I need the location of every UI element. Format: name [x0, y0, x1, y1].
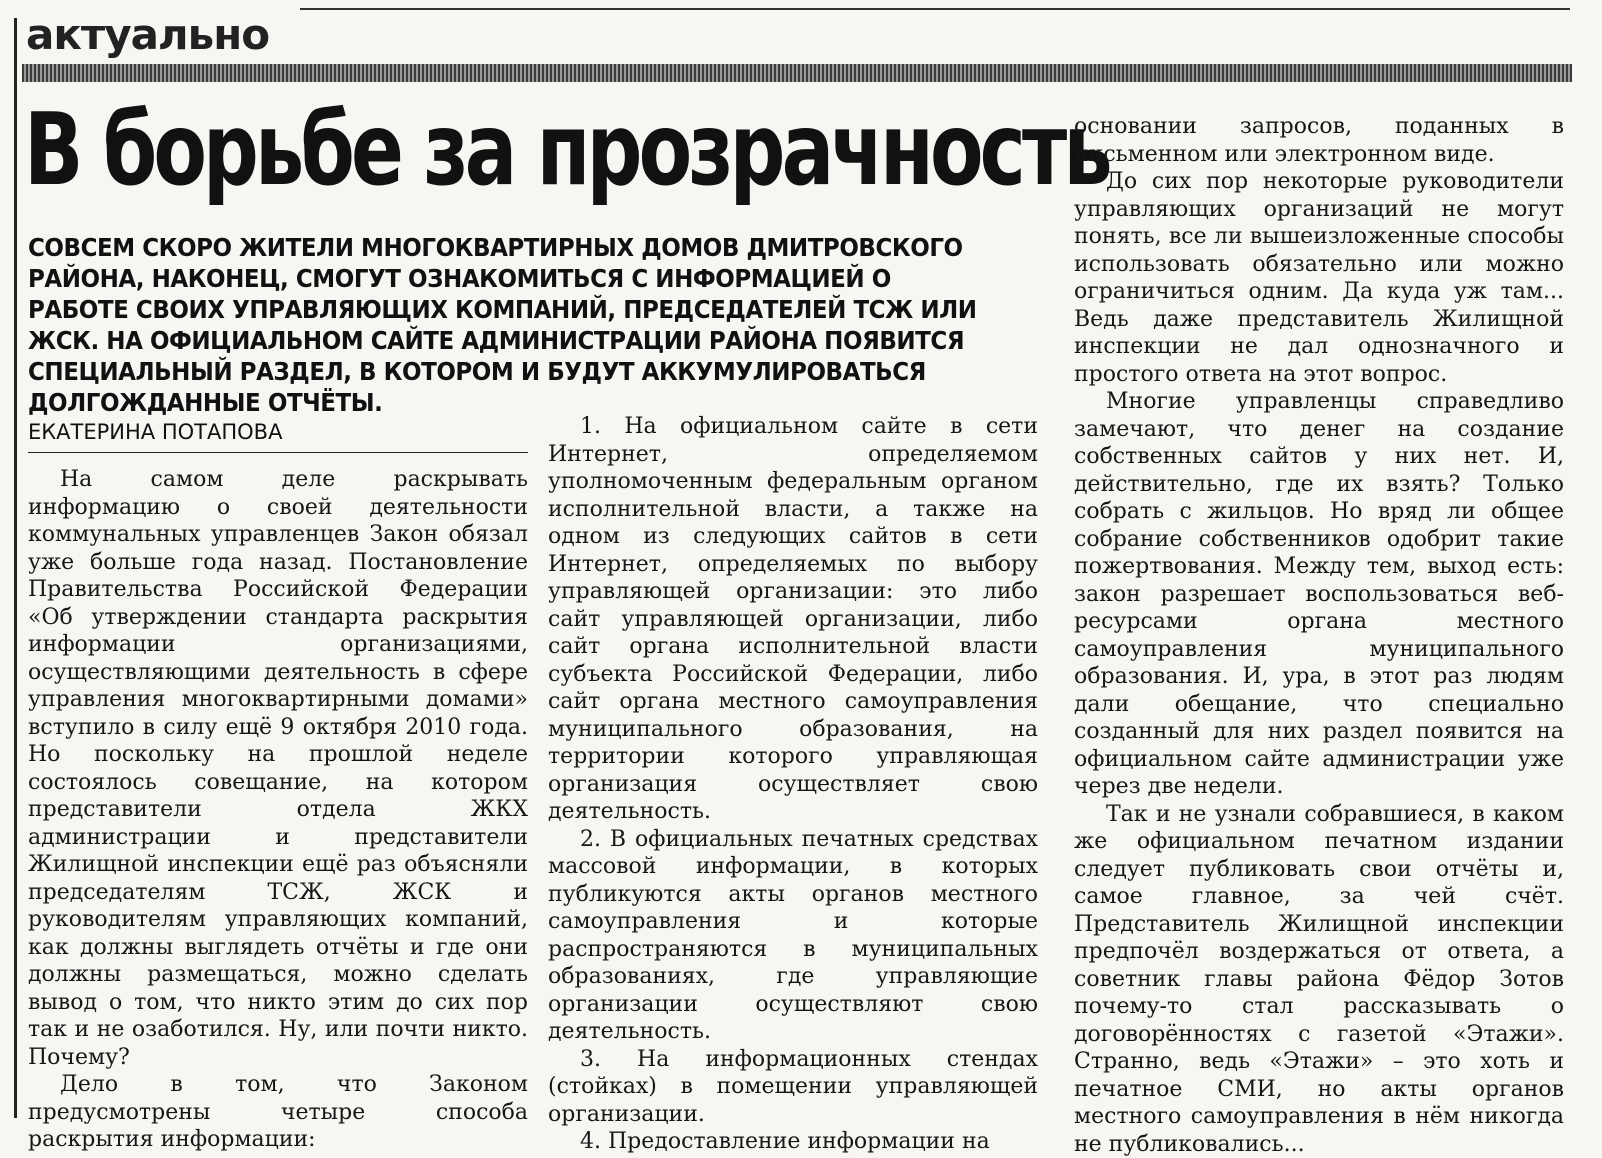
paragraph: 3. На информационных стендах (стойках) в помещении управляющей организации.	[548, 1046, 1038, 1129]
article-column-2	[548, 413, 1038, 1156]
paragraph: Дело в том, что Законом предусмотрены четыре способа раскрытия информации:	[28, 1071, 528, 1154]
paragraph: 4. Предоставление информации на	[548, 1128, 1038, 1156]
paragraph: основании запросов, поданных в письменном или электронном виде.	[1074, 113, 1564, 168]
paragraph: Так и не узнали собравшиеся, в каком же официальном печатном издании следует публиковать свои отчёты и, самое главное, за чей счёт. Представитель Жилищной инспекции предпочёл воздержаться от ответа, а советник главы района Фёдор Зотов почему-то стал рассказывать о договорённостях с газетой «Этажи». Странно, ведь «Этажи» – это хоть и печатное СМИ, но акты органов местного самоуправления в нём никогда не публиковались...	[1074, 801, 1564, 1158]
paragraph: До сих пор некоторые руководители управляющих организаций не могут понять, все ли вышеизложенные способы использовать обязательно или можно ограничиться одним. Да куда уж там... Ведь даже представитель Жилищной инспекции не дал однозначного и простого ответа на этот вопрос.	[1074, 168, 1564, 388]
left-column-rule	[14, 18, 17, 1118]
headline: В борьбе за прозрачность	[24, 100, 851, 200]
paragraph: 2. В официальных печатных средствах массовой информации, в которых публикуются акты органов местного самоуправления и которые распространяются в муниципальных образованиях, где управляющие организации осуществляют свою деятельность.	[548, 826, 1038, 1046]
article-column-3	[1074, 113, 1564, 1158]
article-column-1	[28, 466, 528, 1154]
paragraph: Многие управленцы справедливо замечают, что денег на создание собственных сайтов у них нет. И, действительно, где их взять? Только собрать с жильцов. Но вряд ли общее собрание собственников одобрит такие пожертвования. Между тем, выход есть: закон разрешает воспользоваться веб-ресурсами органа местного самоуправления муниципального образования. И, ура, в этот раз людям дали обещание, что специально созданный для них раздел появится на официальном сайте администрации уже через две недели.	[1074, 388, 1564, 801]
top-rule	[300, 8, 1570, 10]
section-label: актуально	[26, 14, 269, 56]
section-hatch-bar	[22, 64, 1572, 82]
lead-paragraph: СОВСЕМ СКОРО ЖИТЕЛИ МНОГОКВАРТИРНЫХ ДОМОВ ДМИТРОВСКОГО РАЙОНА, НАКОНЕЦ, СМОГУТ ОЗНАКОМИТЬСЯ С ИНФОРМАЦИЕЙ О РАБОТЕ СВОИХ УПРАВЛЯЮЩИХ КОМПАНИЙ, ПРЕДСЕДАТЕЛЕЙ ТСЖ ИЛИ ЖСК. НА ОФИЦИАЛЬНОМ САЙТЕ АДМИНИСТРАЦИИ РАЙОНА ПОЯВИТСЯ СПЕЦИАЛЬНЫЙ РАЗДЕЛ, В КОТОРОМ И БУДУТ АККУМУЛИРОВАТЬСЯ ДОЛГОЖДАННЫЕ ОТЧЁТЫ.	[28, 232, 994, 418]
paragraph: На самом деле раскрывать информацию о своей деятельности коммунальных управленцев Закон обязал уже больше года назад. Постановление Правительства Российской Федерации «Об утверждении стандарта раскрытия информации организациями, осуществляющими деятельность в сфере управления многоквартирными домами» вступило в силу ещё 9 октября 2010 года. Но поскольку на прошлой неделе состоялось совещание, на котором представители отдела ЖКХ администрации и представители Жилищной инспекции ещё раз объясняли председателям ТСЖ, ЖСК и руководителям управляющих компаний, как должны выглядеть отчёты и где они должны размещаться, можно сделать вывод о том, что никто этим до сих пор так и не озаботился. Ну, или почти никто. Почему?	[28, 466, 528, 1071]
byline: ЕКАТЕРИНА ПОТАПОВА	[28, 420, 528, 453]
paragraph: 1. На официальном сайте в сети Интернет, определяемом уполномоченным федеральным органом исполнительной власти, а также на одном из следующих сайтов в сети Интернет, определяемых по выбору управляющей организации: это либо сайт управляющей организации, либо сайт органа исполнительной власти субъекта Российской Федерации, либо сайт органа местного самоуправления муниципального образования, на территории которого управляющая организация осуществляет свою деятельность.	[548, 413, 1038, 826]
